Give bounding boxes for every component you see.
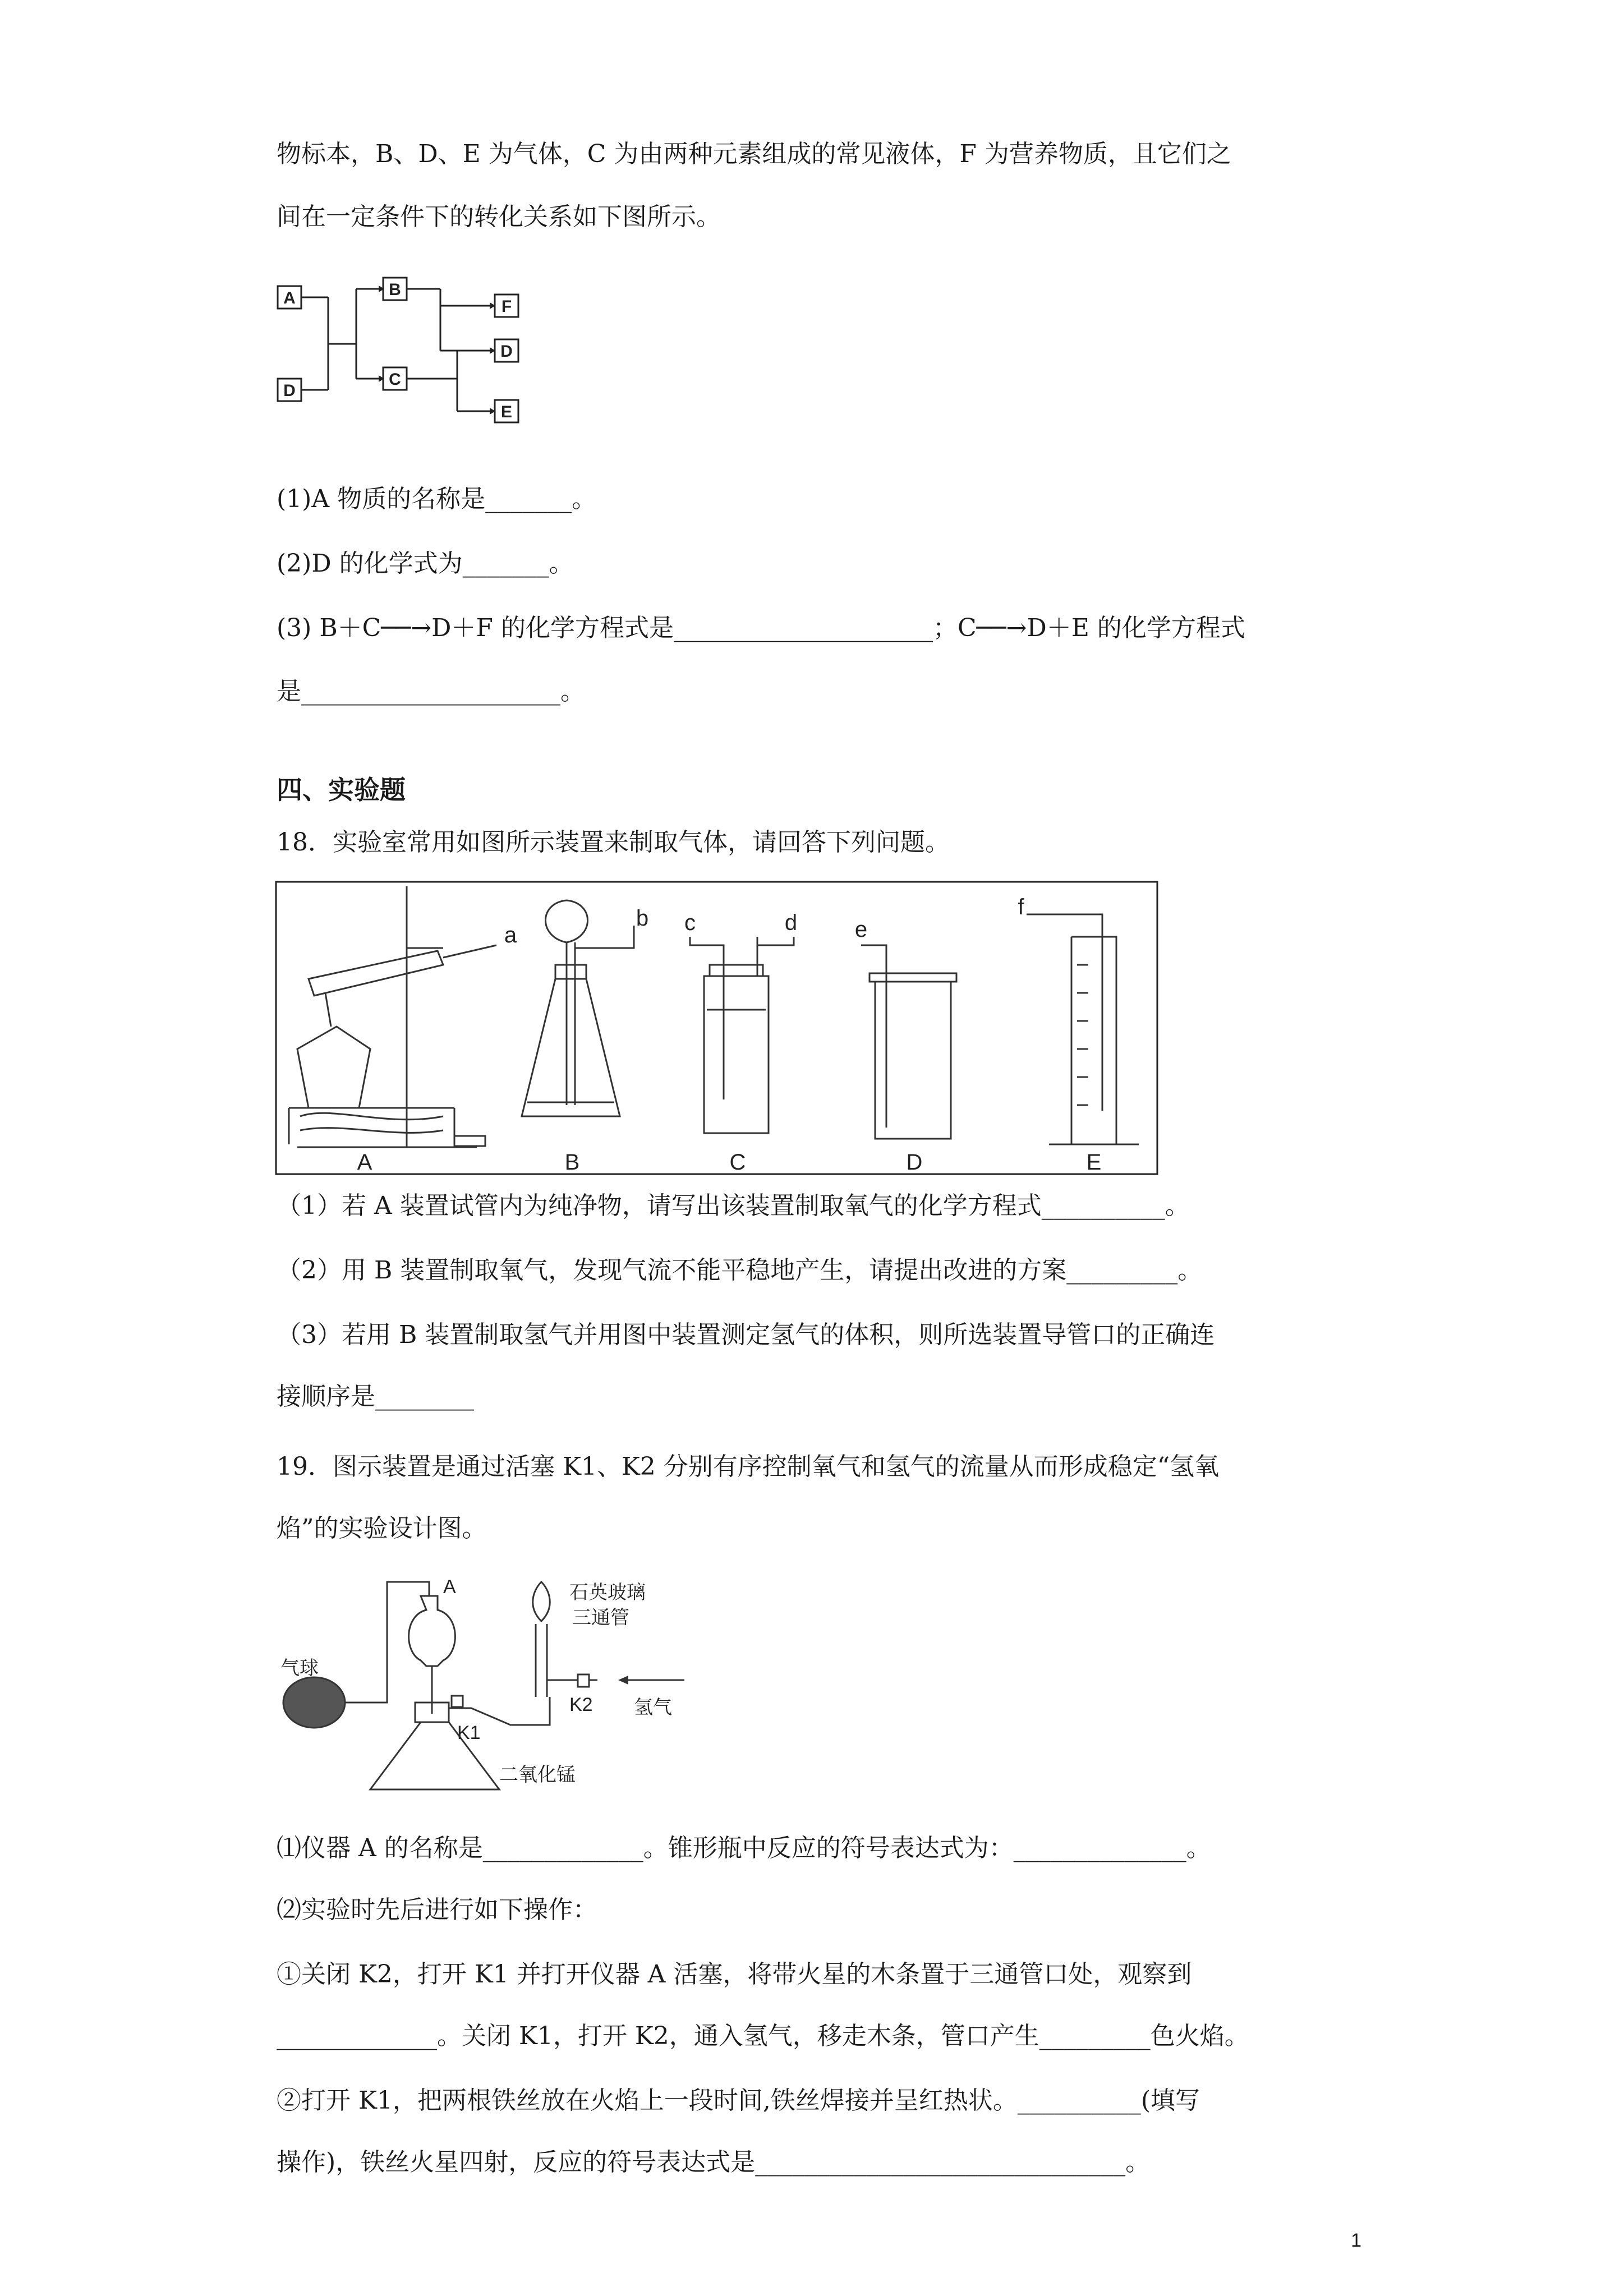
q17-part2: (2)D 的化学式为_______。 <box>277 549 574 578</box>
section-heading: 四、实验题 <box>277 775 406 805</box>
page-number: 1 <box>1351 2230 1361 2251</box>
q18-stem: 18．实验室常用如图所示装置来制取气体，请回答下列问题。 <box>277 828 950 857</box>
gas-apparatus-figure <box>275 881 1158 1175</box>
q19-step2-cont: 操作)，铁丝火星四射，反应的符号表达式是______________________________。 <box>277 2148 1151 2177</box>
apparatus-label-c: C <box>729 1150 746 1175</box>
q19-step1: ①关闭 K2，打开 K1 并打开仪器 A 活塞，将带火星的木条置于三通管口处，观察到 <box>277 1960 1192 1989</box>
q19-step2: ②打开 K1，把两根铁丝放在火焰上一段时间,铁丝焊接并呈红热状。__________(填写 <box>277 2086 1200 2115</box>
oxyhydrogen-apparatus-figure <box>275 1568 757 1798</box>
apparatus-label-a: A <box>357 1150 372 1175</box>
conversion-flow-diagram <box>272 272 564 435</box>
label-balloon: 气球 <box>280 1658 319 1679</box>
q17-part1: (1)A 物质的名称是_______。 <box>277 485 597 513</box>
tube-label-b: b <box>636 906 649 931</box>
node-d-label: D <box>283 381 296 400</box>
q18-part1: （1）若 A 装置试管内为纯净物，请写出该装置制取氧气的化学方程式__________。 <box>277 1191 1190 1220</box>
apparatus-label-d: D <box>906 1150 923 1175</box>
tube-label-c: c <box>684 910 696 935</box>
intro-line-1: 物标本，B、D、E 为气体，C 为由两种元素组成的常见液体，F 为营养物质，且它们之 <box>277 140 1231 168</box>
label-mno2: 二氧化锰 <box>499 1764 576 1786</box>
tube-label-d: d <box>784 910 798 935</box>
tube-label-a: a <box>504 923 517 947</box>
q19-part1: ⑴仪器 A 的名称是_____________。锥形瓶中反应的符号表达式为：______________。 <box>277 1834 1211 1862</box>
node-c-label: C <box>389 370 401 389</box>
node-f-label: F <box>501 297 512 316</box>
node-e-label: E <box>500 403 513 421</box>
label-quartz-2: 三通管 <box>572 1607 629 1628</box>
apparatus-label-b: B <box>564 1150 580 1175</box>
q18-part3: （3）若用 B 装置制取氢气并用图中装置测定氢气的体积，则所选装置导管口的正确连 <box>277 1320 1215 1349</box>
label-hydrogen: 氢气 <box>634 1697 672 1718</box>
node-b-label: B <box>389 280 401 299</box>
label-k1: K1 <box>457 1722 481 1743</box>
tube-label-e: e <box>854 917 868 942</box>
q17-part3: (3) B＋C──→D＋F 的化学方程式是_____________________；C──→D＋E 的化学方程式 <box>277 614 1245 642</box>
label-quartz-1: 石英玻璃 <box>569 1582 646 1603</box>
q19-stem-2: 焰”的实验设计图。 <box>277 1514 487 1543</box>
label-instrument-a: A <box>443 1576 456 1598</box>
label-k2: K2 <box>569 1694 593 1715</box>
q19-stem-1: 19．图示装置是通过活塞 K1、K2 分别有序控制氧气和氢气的流量从而形成稳定“氢氧 <box>277 1452 1220 1481</box>
apparatus-label-e: E <box>1086 1150 1102 1175</box>
intro-line-2: 间在一定条件下的转化关系如下图所示。 <box>277 203 721 231</box>
q18-part2: （2）用 B 装置制取氧气，发现气流不能平稳地产生，请提出改进的方案_________。 <box>277 1256 1203 1285</box>
node-a-label: A <box>283 289 296 307</box>
q19-part2: ⑵实验时先后进行如下操作： <box>277 1895 597 1924</box>
q18-part3-cont: 接顺序是________ <box>277 1382 474 1411</box>
node-d2-label: D <box>500 342 513 361</box>
q19-step1-cont: _____________。关闭 K1，打开 K2，通入氢气，移走木条，管口产生_________色火焰。 <box>277 2022 1249 2050</box>
q17-part3-cont: 是_____________________。 <box>277 677 585 706</box>
tube-label-f: f <box>1018 895 1024 919</box>
